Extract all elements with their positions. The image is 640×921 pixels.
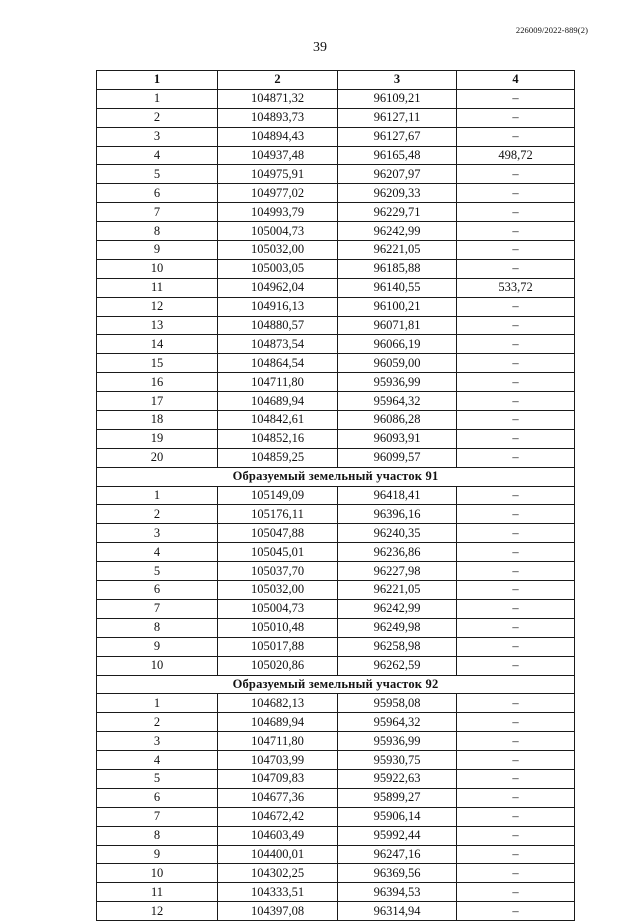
y-coordinate-cell: 95930,75	[338, 751, 457, 770]
y-coordinate-cell: 96258,98	[338, 637, 457, 656]
table-row	[97, 108, 575, 127]
y-coordinate-cell: 96093,91	[338, 429, 457, 448]
x-coordinate-cell: 104864,54	[218, 354, 338, 373]
distance-cell: –	[457, 864, 575, 883]
distance-cell: –	[457, 599, 575, 618]
point-number-cell: 10	[97, 259, 218, 278]
x-coordinate-cell: 105010,48	[218, 618, 338, 637]
x-coordinate-cell: 104333,51	[218, 883, 338, 902]
section-row	[97, 675, 575, 694]
y-coordinate-cell: 96109,21	[338, 89, 457, 108]
table-row	[97, 807, 575, 826]
x-coordinate-cell: 104894,43	[218, 127, 338, 146]
table-row	[97, 127, 575, 146]
y-coordinate-cell: 96262,59	[338, 656, 457, 675]
section-title: Образуемый земельный участок 91	[97, 467, 575, 486]
y-coordinate-cell: 96127,11	[338, 108, 457, 127]
section-title: Образуемый земельный участок 92	[97, 675, 575, 694]
x-coordinate-cell: 105045,01	[218, 543, 338, 562]
x-coordinate-cell: 104859,25	[218, 448, 338, 467]
x-coordinate-cell: 104852,16	[218, 429, 338, 448]
distance-cell: –	[457, 429, 575, 448]
distance-cell: –	[457, 203, 575, 222]
distance-cell: –	[457, 637, 575, 656]
table-row	[97, 505, 575, 524]
y-coordinate-cell: 96236,86	[338, 543, 457, 562]
y-coordinate-cell: 96394,53	[338, 883, 457, 902]
point-number-cell: 3	[97, 732, 218, 751]
x-coordinate-cell: 105032,00	[218, 581, 338, 600]
distance-cell: –	[457, 902, 575, 921]
table-row	[97, 883, 575, 902]
x-coordinate-cell: 104975,91	[218, 165, 338, 184]
table-body	[97, 89, 575, 920]
x-coordinate-cell: 104871,32	[218, 89, 338, 108]
point-number-cell: 19	[97, 429, 218, 448]
point-number-cell: 9	[97, 637, 218, 656]
table-row	[97, 618, 575, 637]
distance-cell: –	[457, 165, 575, 184]
table-row	[97, 429, 575, 448]
x-coordinate-cell: 104677,36	[218, 788, 338, 807]
distance-cell: –	[457, 335, 575, 354]
x-coordinate-cell: 104962,04	[218, 278, 338, 297]
y-coordinate-cell: 96247,16	[338, 845, 457, 864]
point-number-cell: 12	[97, 902, 218, 921]
distance-cell: –	[457, 656, 575, 675]
table-row	[97, 732, 575, 751]
document-id: 226009/2022-889(2)	[515, 25, 588, 35]
x-coordinate-cell: 105176,11	[218, 505, 338, 524]
point-number-cell: 17	[97, 392, 218, 411]
table-row	[97, 826, 575, 845]
point-number-cell: 7	[97, 203, 218, 222]
y-coordinate-cell: 96314,94	[338, 902, 457, 921]
point-number-cell: 12	[97, 297, 218, 316]
x-coordinate-cell: 105004,73	[218, 599, 338, 618]
y-coordinate-cell: 96242,99	[338, 599, 457, 618]
distance-cell: –	[457, 751, 575, 770]
y-coordinate-cell: 96185,88	[338, 259, 457, 278]
y-coordinate-cell: 96240,35	[338, 524, 457, 543]
y-coordinate-cell: 96127,67	[338, 127, 457, 146]
x-coordinate-cell: 104682,13	[218, 694, 338, 713]
table-row	[97, 259, 575, 278]
distance-cell: –	[457, 184, 575, 203]
table-row	[97, 656, 575, 675]
x-coordinate-cell: 105020,86	[218, 656, 338, 675]
point-number-cell: 11	[97, 883, 218, 902]
distance-cell: –	[457, 354, 575, 373]
x-coordinate-cell: 105149,09	[218, 486, 338, 505]
x-coordinate-cell: 104689,94	[218, 392, 338, 411]
point-number-cell: 5	[97, 562, 218, 581]
table-row	[97, 599, 575, 618]
distance-cell: –	[457, 259, 575, 278]
table-row	[97, 637, 575, 656]
distance-cell: –	[457, 316, 575, 335]
table-row	[97, 543, 575, 562]
y-coordinate-cell: 96221,05	[338, 581, 457, 600]
x-coordinate-cell: 104993,79	[218, 203, 338, 222]
table-row	[97, 864, 575, 883]
distance-cell: –	[457, 713, 575, 732]
coordinates-table	[96, 70, 575, 921]
y-coordinate-cell: 95922,63	[338, 769, 457, 788]
y-coordinate-cell: 96249,98	[338, 618, 457, 637]
y-coordinate-cell: 96369,56	[338, 864, 457, 883]
distance-cell: –	[457, 562, 575, 581]
x-coordinate-cell: 104711,80	[218, 732, 338, 751]
distance-cell: –	[457, 788, 575, 807]
distance-cell: –	[457, 89, 575, 108]
point-number-cell: 5	[97, 769, 218, 788]
table-row	[97, 241, 575, 260]
distance-cell: –	[457, 826, 575, 845]
distance-cell: –	[457, 732, 575, 751]
table-row	[97, 751, 575, 770]
x-coordinate-cell: 104397,08	[218, 902, 338, 921]
column-header: 2	[218, 71, 338, 90]
column-header: 1	[97, 71, 218, 90]
table-row	[97, 203, 575, 222]
y-coordinate-cell: 95936,99	[338, 373, 457, 392]
table-row	[97, 788, 575, 807]
distance-cell: –	[457, 373, 575, 392]
point-number-cell: 3	[97, 127, 218, 146]
point-number-cell: 3	[97, 524, 218, 543]
point-number-cell: 6	[97, 581, 218, 600]
distance-cell: –	[457, 807, 575, 826]
distance-cell: –	[457, 618, 575, 637]
point-number-cell: 10	[97, 864, 218, 883]
y-coordinate-cell: 96396,16	[338, 505, 457, 524]
distance-cell: –	[457, 543, 575, 562]
point-number-cell: 18	[97, 411, 218, 430]
table-row	[97, 354, 575, 373]
x-coordinate-cell: 104400,01	[218, 845, 338, 864]
x-coordinate-cell: 104703,99	[218, 751, 338, 770]
distance-cell: –	[457, 448, 575, 467]
table-row	[97, 448, 575, 467]
table-row	[97, 146, 575, 165]
distance-cell: –	[457, 581, 575, 600]
x-coordinate-cell: 104302,25	[218, 864, 338, 883]
distance-cell: –	[457, 297, 575, 316]
distance-cell: –	[457, 505, 575, 524]
table-row	[97, 278, 575, 297]
point-number-cell: 4	[97, 146, 218, 165]
x-coordinate-cell: 104873,54	[218, 335, 338, 354]
y-coordinate-cell: 96059,00	[338, 354, 457, 373]
y-coordinate-cell: 95964,32	[338, 713, 457, 732]
x-coordinate-cell: 104672,42	[218, 807, 338, 826]
section-row	[97, 467, 575, 486]
distance-cell: –	[457, 411, 575, 430]
table-row	[97, 694, 575, 713]
point-number-cell: 1	[97, 89, 218, 108]
y-coordinate-cell: 95992,44	[338, 826, 457, 845]
x-coordinate-cell: 104893,73	[218, 108, 338, 127]
x-coordinate-cell: 105003,05	[218, 259, 338, 278]
table-row	[97, 581, 575, 600]
distance-cell: –	[457, 883, 575, 902]
y-coordinate-cell: 96100,21	[338, 297, 457, 316]
point-number-cell: 6	[97, 788, 218, 807]
table-row	[97, 297, 575, 316]
point-number-cell: 7	[97, 807, 218, 826]
x-coordinate-cell: 105032,00	[218, 241, 338, 260]
table-row	[97, 562, 575, 581]
table-row	[97, 89, 575, 108]
point-number-cell: 8	[97, 826, 218, 845]
distance-cell: –	[457, 694, 575, 713]
x-coordinate-cell: 105047,88	[218, 524, 338, 543]
x-coordinate-cell: 104709,83	[218, 769, 338, 788]
column-header: 3	[338, 71, 457, 90]
y-coordinate-cell: 96207,97	[338, 165, 457, 184]
distance-cell: –	[457, 524, 575, 543]
point-number-cell: 2	[97, 505, 218, 524]
distance-cell: –	[457, 769, 575, 788]
x-coordinate-cell: 104880,57	[218, 316, 338, 335]
table-row	[97, 769, 575, 788]
distance-cell: –	[457, 222, 575, 241]
distance-cell: –	[457, 108, 575, 127]
point-number-cell: 9	[97, 241, 218, 260]
table-row	[97, 845, 575, 864]
y-coordinate-cell: 96066,19	[338, 335, 457, 354]
y-coordinate-cell: 96209,33	[338, 184, 457, 203]
table-row	[97, 184, 575, 203]
y-coordinate-cell: 96242,99	[338, 222, 457, 241]
x-coordinate-cell: 104689,94	[218, 713, 338, 732]
point-number-cell: 14	[97, 335, 218, 354]
x-coordinate-cell: 104937,48	[218, 146, 338, 165]
point-number-cell: 9	[97, 845, 218, 864]
x-coordinate-cell: 105017,88	[218, 637, 338, 656]
x-coordinate-cell: 104916,13	[218, 297, 338, 316]
table-row	[97, 335, 575, 354]
point-number-cell: 11	[97, 278, 218, 297]
distance-cell: –	[457, 392, 575, 411]
distance-cell: –	[457, 127, 575, 146]
point-number-cell: 4	[97, 543, 218, 562]
point-number-cell: 4	[97, 751, 218, 770]
point-number-cell: 20	[97, 448, 218, 467]
table-row	[97, 392, 575, 411]
table-row	[97, 373, 575, 392]
point-number-cell: 6	[97, 184, 218, 203]
x-coordinate-cell: 104977,02	[218, 184, 338, 203]
y-coordinate-cell: 96418,41	[338, 486, 457, 505]
column-header: 4	[457, 71, 575, 90]
x-coordinate-cell: 105037,70	[218, 562, 338, 581]
distance-cell: –	[457, 241, 575, 260]
distance-cell: –	[457, 845, 575, 864]
point-number-cell: 8	[97, 222, 218, 241]
y-coordinate-cell: 96140,55	[338, 278, 457, 297]
point-number-cell: 2	[97, 713, 218, 732]
y-coordinate-cell: 96221,05	[338, 241, 457, 260]
y-coordinate-cell: 95964,32	[338, 392, 457, 411]
point-number-cell: 15	[97, 354, 218, 373]
y-coordinate-cell: 95936,99	[338, 732, 457, 751]
y-coordinate-cell: 95899,27	[338, 788, 457, 807]
point-number-cell: 10	[97, 656, 218, 675]
table-row	[97, 165, 575, 184]
y-coordinate-cell: 95958,08	[338, 694, 457, 713]
table-row	[97, 486, 575, 505]
point-number-cell: 13	[97, 316, 218, 335]
y-coordinate-cell: 96227,98	[338, 562, 457, 581]
y-coordinate-cell: 95906,14	[338, 807, 457, 826]
table-row	[97, 411, 575, 430]
x-coordinate-cell: 105004,73	[218, 222, 338, 241]
table-row	[97, 222, 575, 241]
table-row	[97, 524, 575, 543]
point-number-cell: 1	[97, 486, 218, 505]
table-header-row	[97, 71, 575, 90]
point-number-cell: 16	[97, 373, 218, 392]
point-number-cell: 2	[97, 108, 218, 127]
point-number-cell: 8	[97, 618, 218, 637]
x-coordinate-cell: 104842,61	[218, 411, 338, 430]
distance-cell: 498,72	[457, 146, 575, 165]
y-coordinate-cell: 96229,71	[338, 203, 457, 222]
y-coordinate-cell: 96099,57	[338, 448, 457, 467]
page-number: 39	[313, 40, 327, 55]
x-coordinate-cell: 104603,49	[218, 826, 338, 845]
y-coordinate-cell: 96086,28	[338, 411, 457, 430]
point-number-cell: 1	[97, 694, 218, 713]
distance-cell: 533,72	[457, 278, 575, 297]
x-coordinate-cell: 104711,80	[218, 373, 338, 392]
point-number-cell: 5	[97, 165, 218, 184]
y-coordinate-cell: 96165,48	[338, 146, 457, 165]
table-row	[97, 316, 575, 335]
table-row	[97, 713, 575, 732]
distance-cell: –	[457, 486, 575, 505]
point-number-cell: 7	[97, 599, 218, 618]
y-coordinate-cell: 96071,81	[338, 316, 457, 335]
